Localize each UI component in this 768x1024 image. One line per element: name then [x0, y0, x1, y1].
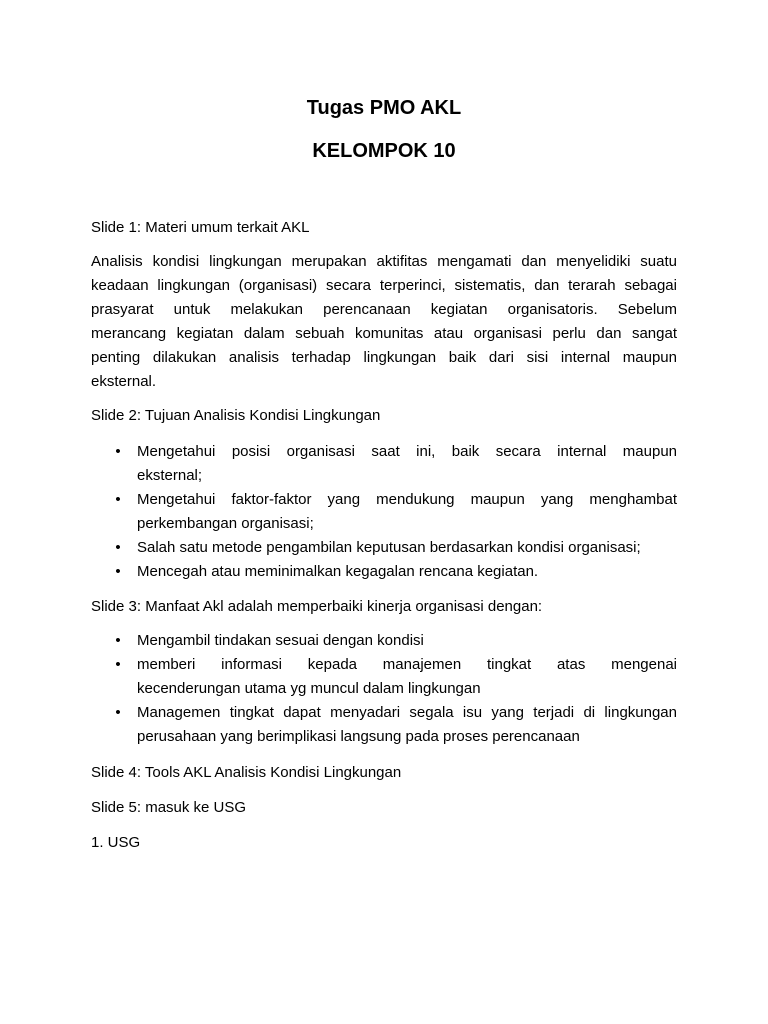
list-item-line: eksternal;	[137, 467, 203, 484]
bullet-icon: •	[115, 656, 121, 673]
list-item-line: Salah satu metode pengambilan keputusan berdasarkan kondisi organisasi;	[137, 539, 641, 556]
slide1-heading: Slide 1: Materi umum terkait AKL	[91, 219, 310, 236]
list-item-line: Mengetahui faktor-faktor yang mendukung maupun yang menghambat	[137, 491, 677, 508]
paragraph-line: penting dilakukan analisis terhadap lingkungan baik dari sisi internal maupun	[91, 349, 677, 366]
list-item-line: kecenderungan utama yg muncul dalam lingkungan	[137, 680, 481, 697]
slide5-heading: Slide 5: masuk ke USG	[91, 799, 247, 816]
list-item-line: perkembangan organisasi;	[137, 515, 314, 532]
list-item-line: Managemen tingkat dapat menyadari segala isu yang terjadi di lingkungan	[137, 704, 677, 721]
slide2-list	[113, 440, 677, 584]
document-subtitle: KELOMPOK 10	[312, 140, 456, 162]
list-item-line: Mengetahui posisi organisasi saat ini, baik secara internal maupun	[137, 443, 677, 460]
slide1-paragraph	[91, 250, 677, 394]
paragraph-line: prasyarat untuk melakukan perencanaan kegiatan organisatoris. Sebelum	[91, 301, 677, 318]
bullet-icon: •	[115, 443, 121, 460]
slide2-heading: Slide 2: Tujuan Analisis Kondisi Lingkungan	[91, 407, 381, 424]
paragraph-line: keadaan lingkungan (organisasi) secara terperinci, sistematis, dan terarah sebagai	[91, 277, 677, 294]
paragraph-line: Analisis kondisi lingkungan merupakan aktifitas mengamati dan menyelidiki suatu	[91, 253, 677, 270]
numbered-item-1: 1. USG	[91, 834, 141, 851]
bullet-icon: •	[115, 491, 121, 508]
list-item	[113, 629, 677, 653]
list-item-line: memberi informasi kepada manajemen tingkat atas mengenai	[137, 656, 677, 673]
paragraph-line: eksternal.	[91, 373, 157, 390]
list-item	[113, 653, 677, 701]
list-item-line: Mencegah atau meminimalkan kegagalan rencana kegiatan.	[137, 563, 539, 580]
slide4-heading: Slide 4: Tools AKL Analisis Kondisi Lingkungan	[91, 764, 402, 781]
document-title: Tugas PMO AKL	[306, 97, 462, 119]
list-item	[113, 488, 677, 536]
list-item-line: perusahaan yang berimplikasi langsung pada proses perencanaan	[137, 728, 580, 745]
list-item	[113, 560, 677, 584]
bullet-icon: •	[115, 632, 121, 649]
bullet-icon: •	[115, 704, 121, 721]
list-item	[113, 536, 677, 560]
bullet-icon: •	[115, 539, 121, 556]
bullet-icon: •	[115, 563, 121, 580]
list-item	[113, 701, 677, 749]
slide3-list	[113, 629, 677, 749]
list-item-line: Mengambil tindakan sesuai dengan kondisi	[137, 632, 424, 649]
slide3-heading: Slide 3: Manfaat Akl adalah memperbaiki kinerja organisasi dengan:	[91, 598, 543, 615]
paragraph-line: merancang kegiatan dalam sebuah komunitas atau organisasi perlu dan sangat	[91, 325, 677, 342]
list-item	[113, 440, 677, 488]
